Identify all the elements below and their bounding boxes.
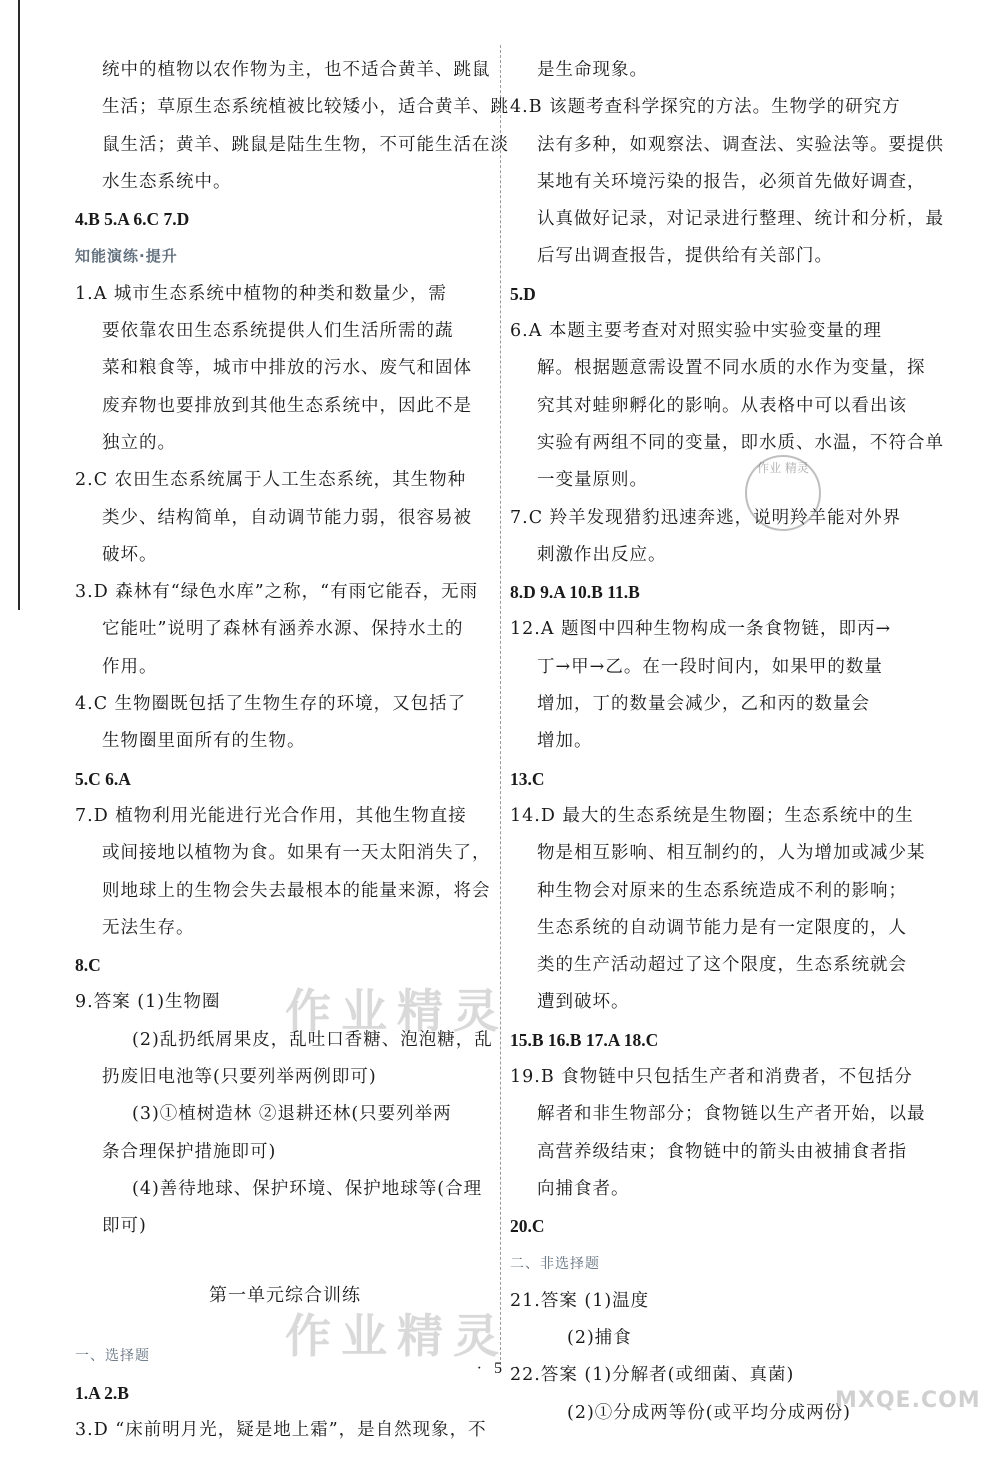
text-line: 6.A 本题主要考查对对照实验中实验变量的理 bbox=[510, 321, 882, 342]
text-line: 9.答案 (1)生物圈 bbox=[75, 992, 221, 1013]
text-line: 生物圈里面所有的生物。 bbox=[102, 731, 306, 752]
text-line: 3.D “床前明月光，疑是地上霜”，是自然现象，不 bbox=[75, 1420, 487, 1441]
text-line: 类的生产活动超过了这个限度，生态系统就会 bbox=[537, 955, 907, 976]
site-logo: MXQE.COM bbox=[835, 1388, 981, 1413]
text-line: 21.答案 (1)温度 bbox=[510, 1290, 650, 1311]
text-line: 5.C 6.A bbox=[75, 768, 131, 789]
text-line: 增加，丁的数量会减少，乙和丙的数量会 bbox=[537, 694, 870, 715]
binding-edge bbox=[18, 0, 20, 610]
text-line: 1.A 2.B bbox=[75, 1382, 129, 1403]
page-number: · 5 · bbox=[476, 1360, 524, 1377]
text-line: 认真做好记录，对记录进行整理、统计和分析，最 bbox=[537, 209, 944, 230]
text-line: 7.C 羚羊发现猎豹迅速奔逃，说明羚羊能对外界 bbox=[510, 507, 902, 528]
text-line: 究其对蛙卵孵化的影响。从表格中可以看出该 bbox=[537, 395, 907, 416]
section-heading: 第一单元综合训练 bbox=[209, 1284, 361, 1306]
text-line: 是生命现象。 bbox=[537, 60, 648, 80]
text-line: 一变量原则。 bbox=[537, 470, 648, 491]
text-line: (2)①分成两等份(或平均分成两份) bbox=[567, 1402, 851, 1423]
text-line: 生态系统的自动调节能力是有一定限度的，人 bbox=[537, 917, 907, 938]
text-line: 19.B 食物链中只包括生产者和消费者，不包括分 bbox=[510, 1067, 913, 1088]
text-line: 8.D 9.A 10.B 11.B bbox=[510, 582, 640, 603]
text-line: 5.D bbox=[510, 283, 536, 304]
section-label: 一、选择题 bbox=[75, 1347, 150, 1364]
text-line: 或间接地以植物为食。如果有一天太阳消失了， bbox=[102, 843, 491, 864]
text-line: 要依靠农田生态系统提供人们生活所需的蔬 bbox=[102, 321, 454, 342]
text-line: 20.C bbox=[510, 1216, 545, 1237]
text-line: 13.C bbox=[510, 768, 545, 789]
text-line: 扔废旧电池等(只要列举两例即可) bbox=[102, 1067, 377, 1088]
text-line: 高营养级结束；食物链中的箭头由被捕食者指 bbox=[537, 1141, 907, 1162]
stamp-label: 作业 精灵 bbox=[757, 461, 809, 475]
text-line: 菜和粮食等，城市中排放的污水、废气和固体 bbox=[102, 358, 472, 379]
text-line: (2)乱扔纸屑果皮，乱吐口香糖、泡泡糖，乱 bbox=[132, 1029, 493, 1050]
text-line: 它能吐”说明了森林有涵养水源、保持水土的 bbox=[102, 619, 464, 640]
left-column bbox=[75, 52, 509, 1449]
text-line: 独立的。 bbox=[102, 432, 176, 453]
text-line: 统中的植物以农作物为主，也不适合黄羊、跳鼠 bbox=[102, 60, 491, 80]
text-line: 鼠生活；黄羊、跳鼠是陆生生物，不可能生活在淡 bbox=[102, 134, 509, 155]
text-line: 3.D 森林有“绿色水库”之称，“有雨它能吞，无雨 bbox=[75, 582, 479, 603]
text-line: 某地有关环境污染的报告，必须首先做好调查， bbox=[537, 171, 926, 192]
text-line: 破坏。 bbox=[102, 544, 158, 565]
text-line: 后写出调查报告，提供给有关部门。 bbox=[537, 246, 833, 267]
text-line: 实验有两组不同的变量，即水质、水温，不符合单 bbox=[537, 432, 944, 453]
text-line: (3)①植树造林 ②退耕还林(只要列举两 bbox=[132, 1104, 452, 1125]
text-line: 2.C 农田生态系统属于人工生态系统，其生物种 bbox=[75, 470, 467, 491]
text-line: 无法生存。 bbox=[102, 917, 195, 938]
text-line: 废弃物也要排放到其他生态系统中，因此不是 bbox=[102, 395, 472, 416]
text-line: 15.B 16.B 17.A 18.C bbox=[510, 1029, 659, 1050]
text-line: 解者和非生物部分；食物链以生产者开始，以最 bbox=[537, 1104, 926, 1125]
text-line: 类少、结构简单，自动调节能力弱，很容易被 bbox=[102, 507, 472, 528]
text-line: 1.A 城市生态系统中植物的种类和数量少，需 bbox=[75, 283, 447, 304]
seal-stamp bbox=[745, 455, 821, 531]
watermark-text: 作业精灵 bbox=[285, 1309, 509, 1363]
text-line: 作用。 bbox=[102, 656, 158, 677]
text-line: 向捕食者。 bbox=[537, 1178, 630, 1199]
text-line: 条合理保护措施即可) bbox=[102, 1141, 277, 1162]
text-line: 8.C bbox=[75, 955, 101, 976]
watermark-text: 作业精灵 bbox=[285, 984, 509, 1038]
text-line: (4)善待地球、保护环境、保护地球等(合理 bbox=[132, 1178, 483, 1199]
text-line: 法有多种，如观察法、调查法、实验法等。要提供 bbox=[537, 134, 944, 155]
text-line: 水生态系统中。 bbox=[102, 171, 232, 192]
text-line: 4.C 生物圈既包括了生物生存的环境，又包括了 bbox=[75, 694, 467, 715]
section-label: 二、非选择题 bbox=[510, 1255, 600, 1272]
column-divider bbox=[500, 45, 501, 1370]
text-line: 7.D 植物利用光能进行光合作用，其他生物直接 bbox=[75, 805, 467, 826]
text-line: 4.B 该题考查科学探究的方法。生物学的研究方 bbox=[510, 97, 901, 118]
text-line: 丁→甲→乙。在一段时间内，如果甲的数量 bbox=[537, 656, 883, 677]
section-label: 知能演练·提升 bbox=[75, 247, 178, 266]
text-line: 刺激作出反应。 bbox=[537, 544, 667, 565]
text-line: 解。根据题意需设置不同水质的水作为变量，探 bbox=[537, 358, 926, 379]
text-line: 种生物会对原来的生态系统造成不利的影响； bbox=[537, 880, 907, 901]
text-line: 14.D 最大的生态系统是生物圈；生态系统中的生 bbox=[510, 805, 914, 826]
text-line: 12.A 题图中四种生物构成一条食物链，即丙→ bbox=[510, 619, 892, 640]
text-line: (2)捕食 bbox=[567, 1328, 632, 1349]
text-line: 增加。 bbox=[537, 731, 593, 752]
text-line: 即可) bbox=[102, 1216, 147, 1237]
text-line: 遭到破坏。 bbox=[537, 992, 630, 1013]
text-line: 4.B 5.A 6.C 7.D bbox=[75, 209, 190, 230]
text-line: 则地球上的生物会失去最根本的能量来源，将会 bbox=[102, 880, 491, 901]
right-column bbox=[510, 52, 944, 1432]
text-line: 生活；草原生态系统植被比较矮小，适合黄羊、跳 bbox=[102, 97, 509, 118]
text-line: 22.答案 (1)分解者(或细菌、真菌) bbox=[510, 1365, 795, 1386]
text-line: 物是相互影响、相互制约的，人为增加或减少某 bbox=[537, 843, 926, 864]
